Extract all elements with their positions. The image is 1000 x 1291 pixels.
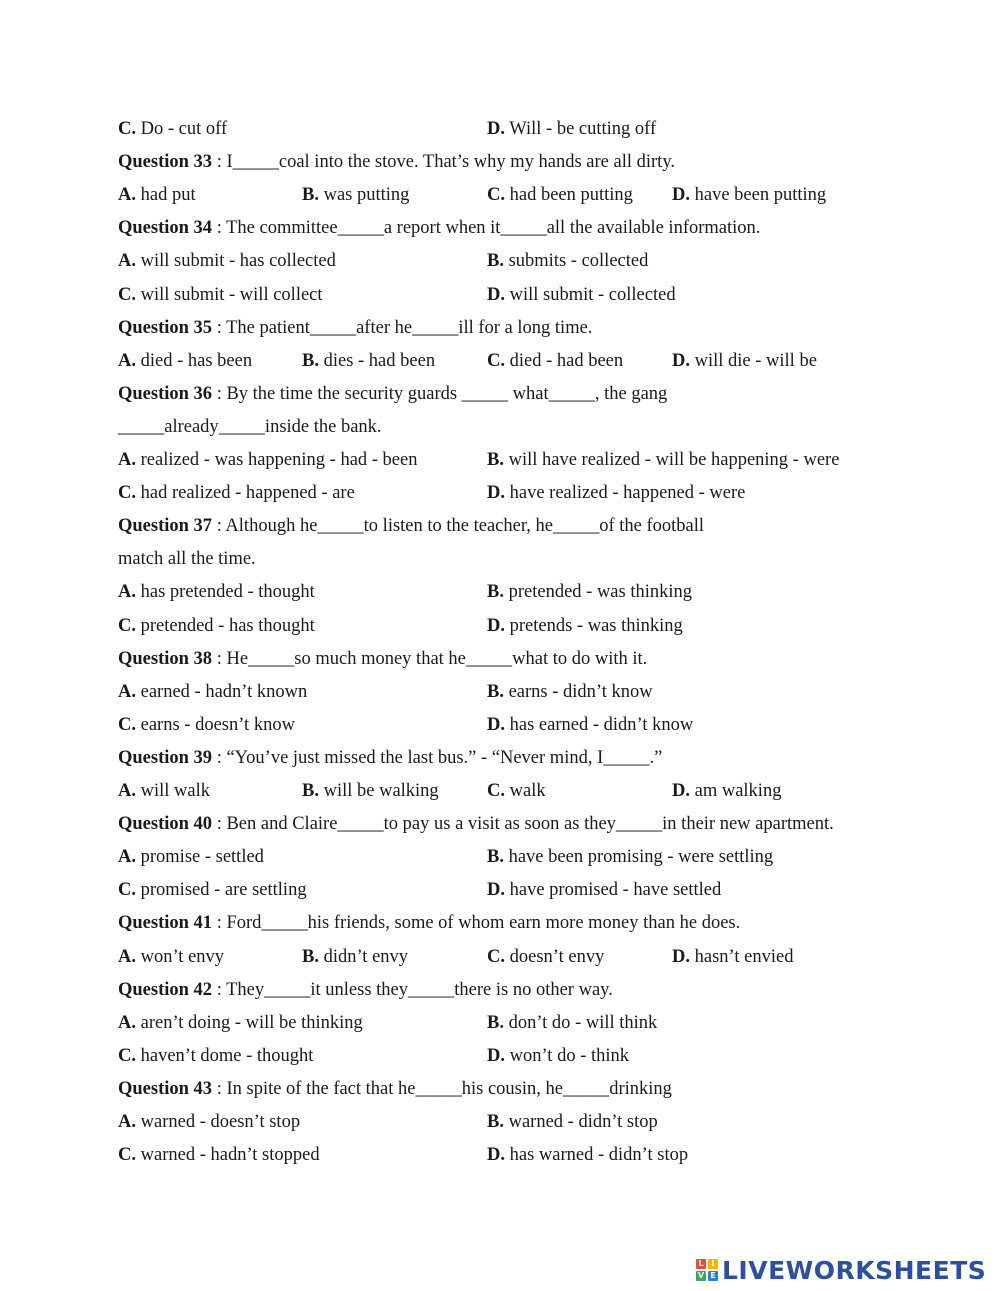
option-letter: A. bbox=[118, 781, 136, 801]
answer-option bbox=[672, 942, 793, 972]
answer-option bbox=[487, 577, 692, 607]
option-text: won’t envy bbox=[136, 946, 225, 967]
answer-option bbox=[672, 346, 817, 376]
question-text: : Although he_____to listen to the teacher, he_____of the football bbox=[212, 516, 705, 537]
answer-option bbox=[487, 1041, 629, 1071]
option-text: don’t do - will think bbox=[503, 1012, 658, 1033]
question-number: Question 39 bbox=[118, 747, 213, 768]
option-text: have been promising - were settling bbox=[503, 847, 774, 868]
question-line bbox=[118, 1074, 672, 1104]
option-letter: A. bbox=[118, 185, 136, 206]
option-text: warned - hadn’t stopped bbox=[136, 1145, 320, 1166]
option-letter: A. bbox=[118, 1012, 136, 1033]
option-text: has warned - didn’t stop bbox=[505, 1145, 689, 1166]
option-text: had been putting bbox=[505, 185, 633, 206]
option-letter: B. bbox=[487, 681, 504, 702]
option-letter: B. bbox=[302, 946, 319, 967]
option-letter: D. bbox=[672, 946, 690, 967]
answer-option bbox=[118, 776, 210, 806]
answer-option bbox=[487, 180, 633, 210]
answer-option bbox=[118, 942, 224, 972]
option-letter: B. bbox=[302, 185, 319, 206]
option-text: will submit - has collected bbox=[136, 251, 336, 272]
answer-option bbox=[302, 942, 408, 972]
option-text: pretended - has thought bbox=[136, 615, 315, 636]
option-text: was putting bbox=[318, 185, 410, 206]
answer-option bbox=[302, 776, 439, 806]
option-letter: D. bbox=[672, 185, 690, 206]
option-letter: C. bbox=[118, 119, 136, 139]
answer-option bbox=[487, 942, 604, 972]
option-letter: C. bbox=[487, 185, 505, 206]
option-text: will walk bbox=[136, 781, 210, 801]
option-letter: D. bbox=[487, 880, 505, 901]
option-letter: B. bbox=[487, 582, 504, 603]
option-text: dies - had been bbox=[318, 350, 436, 371]
option-text: submits - collected bbox=[503, 251, 649, 272]
question-text: : Ford_____his friends, some of whom earn more money than he does. bbox=[212, 913, 741, 934]
logo-mark-tile: E bbox=[708, 1271, 718, 1281]
answer-option bbox=[487, 346, 623, 376]
question-number: Question 35 bbox=[118, 317, 213, 338]
option-text: have been putting bbox=[690, 185, 827, 206]
option-letter: A. bbox=[118, 582, 136, 603]
answer-option bbox=[118, 180, 196, 210]
question-text: : Ben and Claire_____to pay us a visit as soon as they_____in their new apartment. bbox=[212, 814, 834, 835]
answer-option bbox=[118, 280, 323, 310]
option-text: has pretended - thought bbox=[136, 582, 315, 603]
option-letter: C. bbox=[487, 350, 505, 371]
option-text: will submit - collected bbox=[505, 284, 676, 305]
option-text: hasn’t envied bbox=[690, 946, 794, 967]
question-number: Question 33 bbox=[118, 152, 213, 173]
option-text: warned - doesn’t stop bbox=[136, 1112, 301, 1132]
answer-option bbox=[487, 280, 676, 310]
option-text: earned - hadn’t known bbox=[136, 681, 308, 702]
logo-mark-tile: L bbox=[696, 1259, 706, 1269]
answer-option bbox=[487, 1107, 658, 1137]
option-text: pretends - was thinking bbox=[505, 615, 683, 636]
question-continuation bbox=[118, 544, 256, 574]
logo-mark-tile: V bbox=[697, 1271, 705, 1280]
option-text: earns - didn’t know bbox=[503, 681, 653, 702]
question-line bbox=[118, 313, 592, 343]
option-text: warned - didn’t stop bbox=[503, 1112, 658, 1132]
question-text: : “You’ve just missed the last bus.” - “Never mind, I_____.” bbox=[212, 747, 663, 768]
question-continuation bbox=[118, 412, 382, 442]
option-text: promised - are settling bbox=[136, 880, 307, 901]
option-text: had realized - happened - are bbox=[136, 483, 355, 504]
question-line bbox=[118, 908, 740, 938]
answer-option bbox=[487, 478, 745, 508]
option-text: aren’t doing - will be thinking bbox=[136, 1012, 363, 1033]
answer-option bbox=[487, 776, 546, 806]
question-number: Question 37 bbox=[118, 516, 213, 537]
option-letter: A. bbox=[118, 350, 136, 371]
answer-option bbox=[302, 346, 435, 376]
option-letter: D. bbox=[487, 1145, 505, 1166]
option-letter: A. bbox=[118, 450, 136, 470]
question-text: _____already_____inside the bank. bbox=[118, 416, 382, 437]
option-letter: C. bbox=[487, 781, 505, 801]
question-number: Question 40 bbox=[118, 814, 213, 835]
option-letter: C. bbox=[118, 714, 136, 735]
question-text: : The patient_____after he_____ill for a long time. bbox=[212, 317, 593, 338]
answer-option bbox=[118, 1140, 320, 1170]
option-text: have promised - have settled bbox=[505, 880, 722, 901]
option-letter: D. bbox=[672, 781, 690, 801]
question-number: Question 36 bbox=[118, 383, 213, 404]
option-letter: B. bbox=[302, 781, 319, 801]
question-text: : He_____so much money that he_____what to do with it. bbox=[212, 648, 648, 669]
question-number: Question 42 bbox=[118, 979, 213, 1000]
option-text: had put bbox=[136, 185, 196, 206]
option-letter: D. bbox=[672, 350, 690, 371]
option-letter: B. bbox=[302, 350, 319, 371]
option-letter: D. bbox=[487, 615, 505, 636]
answer-option bbox=[118, 346, 252, 376]
option-text: will be walking bbox=[318, 781, 439, 801]
option-letter: A. bbox=[118, 847, 136, 868]
option-text: Will - be cutting off bbox=[505, 119, 657, 139]
question-number: Question 43 bbox=[118, 1078, 213, 1099]
option-text: walk bbox=[505, 781, 546, 801]
option-text: earns - doesn’t know bbox=[136, 714, 295, 735]
answer-option bbox=[118, 1008, 363, 1038]
option-letter: C. bbox=[118, 615, 136, 636]
option-text: pretended - was thinking bbox=[503, 582, 693, 603]
option-text: doesn’t envy bbox=[505, 946, 605, 967]
answer-option bbox=[118, 875, 307, 905]
answer-option bbox=[118, 611, 315, 641]
option-letter: C. bbox=[487, 946, 505, 967]
option-letter: D. bbox=[487, 714, 505, 735]
option-letter: B. bbox=[487, 1012, 504, 1033]
answer-option bbox=[487, 1140, 688, 1170]
answer-option bbox=[487, 246, 648, 276]
option-letter: C. bbox=[118, 483, 136, 504]
option-text: realized - was happening - had - been bbox=[136, 450, 418, 470]
logo-text: LIVEWORKSHEETS bbox=[722, 1255, 987, 1285]
question-text: : By the time the security guards _____ what_____, the gang bbox=[212, 383, 668, 404]
option-text: have realized - happened - were bbox=[505, 483, 746, 504]
answer-option bbox=[487, 611, 683, 641]
question-text: : I_____coal into the stove. That’s why my hands are all dirty. bbox=[212, 152, 675, 173]
answer-option bbox=[118, 114, 227, 144]
option-letter: B. bbox=[487, 251, 504, 272]
option-letter: C. bbox=[118, 1145, 136, 1166]
option-letter: A. bbox=[118, 1112, 136, 1132]
option-text: didn’t envy bbox=[318, 946, 409, 967]
option-letter: B. bbox=[487, 1112, 504, 1132]
answer-option bbox=[487, 677, 653, 707]
answer-option bbox=[118, 445, 417, 475]
answer-option bbox=[487, 710, 693, 740]
question-text: : The committee_____a report when it_____all the available information. bbox=[212, 218, 761, 239]
option-text: am walking bbox=[690, 781, 782, 801]
option-text: has earned - didn’t know bbox=[505, 714, 694, 735]
question-line bbox=[118, 644, 647, 674]
answer-option bbox=[487, 114, 656, 144]
answer-option bbox=[118, 478, 355, 508]
question-number: Question 34 bbox=[118, 218, 213, 239]
option-letter: D. bbox=[487, 1045, 505, 1066]
option-text: will die - will be bbox=[690, 350, 817, 371]
option-letter: A. bbox=[118, 681, 136, 702]
answer-option bbox=[302, 180, 409, 210]
option-letter: A. bbox=[118, 251, 136, 272]
question-line bbox=[118, 147, 675, 177]
option-text: haven’t dome - thought bbox=[136, 1045, 314, 1066]
answer-option bbox=[118, 246, 336, 276]
answer-option bbox=[487, 1008, 657, 1038]
option-text: died - had been bbox=[505, 350, 624, 371]
answer-option bbox=[672, 776, 781, 806]
liveworksheets-logo bbox=[696, 1252, 986, 1288]
question-line bbox=[118, 379, 667, 409]
answer-option bbox=[487, 842, 773, 872]
option-letter: C. bbox=[118, 880, 136, 901]
option-text: won’t do - think bbox=[505, 1045, 630, 1066]
question-line bbox=[118, 975, 613, 1005]
logo-mark-tile: I bbox=[708, 1259, 718, 1269]
logo-mark-icon bbox=[696, 1259, 718, 1281]
option-letter: B. bbox=[487, 450, 504, 470]
question-line bbox=[118, 511, 704, 541]
question-line bbox=[118, 809, 834, 839]
option-letter: A. bbox=[118, 946, 136, 967]
option-letter: B. bbox=[487, 847, 504, 868]
answer-option bbox=[118, 677, 307, 707]
option-letter: C. bbox=[118, 1045, 136, 1066]
question-text: : They_____it unless they_____there is no other way. bbox=[212, 979, 613, 1000]
option-letter: C. bbox=[118, 284, 136, 305]
answer-option bbox=[118, 577, 315, 607]
question-number: Question 38 bbox=[118, 648, 213, 669]
answer-option bbox=[487, 445, 839, 475]
option-letter: D. bbox=[487, 284, 505, 305]
option-text: will submit - will collect bbox=[136, 284, 323, 305]
question-line bbox=[118, 213, 760, 243]
question-text: match all the time. bbox=[118, 549, 256, 570]
option-letter: D. bbox=[487, 483, 505, 504]
question-number: Question 41 bbox=[118, 913, 213, 934]
answer-option bbox=[118, 1041, 313, 1071]
option-text: Do - cut off bbox=[136, 119, 228, 139]
answer-option bbox=[672, 180, 826, 210]
option-letter: D. bbox=[487, 119, 505, 139]
question-text: : In spite of the fact that he_____his cousin, he_____drinking bbox=[212, 1078, 672, 1099]
answer-option bbox=[118, 842, 264, 872]
answer-option bbox=[118, 1107, 300, 1137]
answer-option bbox=[118, 710, 295, 740]
answer-option bbox=[487, 875, 721, 905]
option-text: died - has been bbox=[136, 350, 253, 371]
option-text: will have realized - will be happening - were bbox=[503, 450, 840, 470]
question-line bbox=[118, 743, 662, 773]
option-text: promise - settled bbox=[136, 847, 264, 868]
